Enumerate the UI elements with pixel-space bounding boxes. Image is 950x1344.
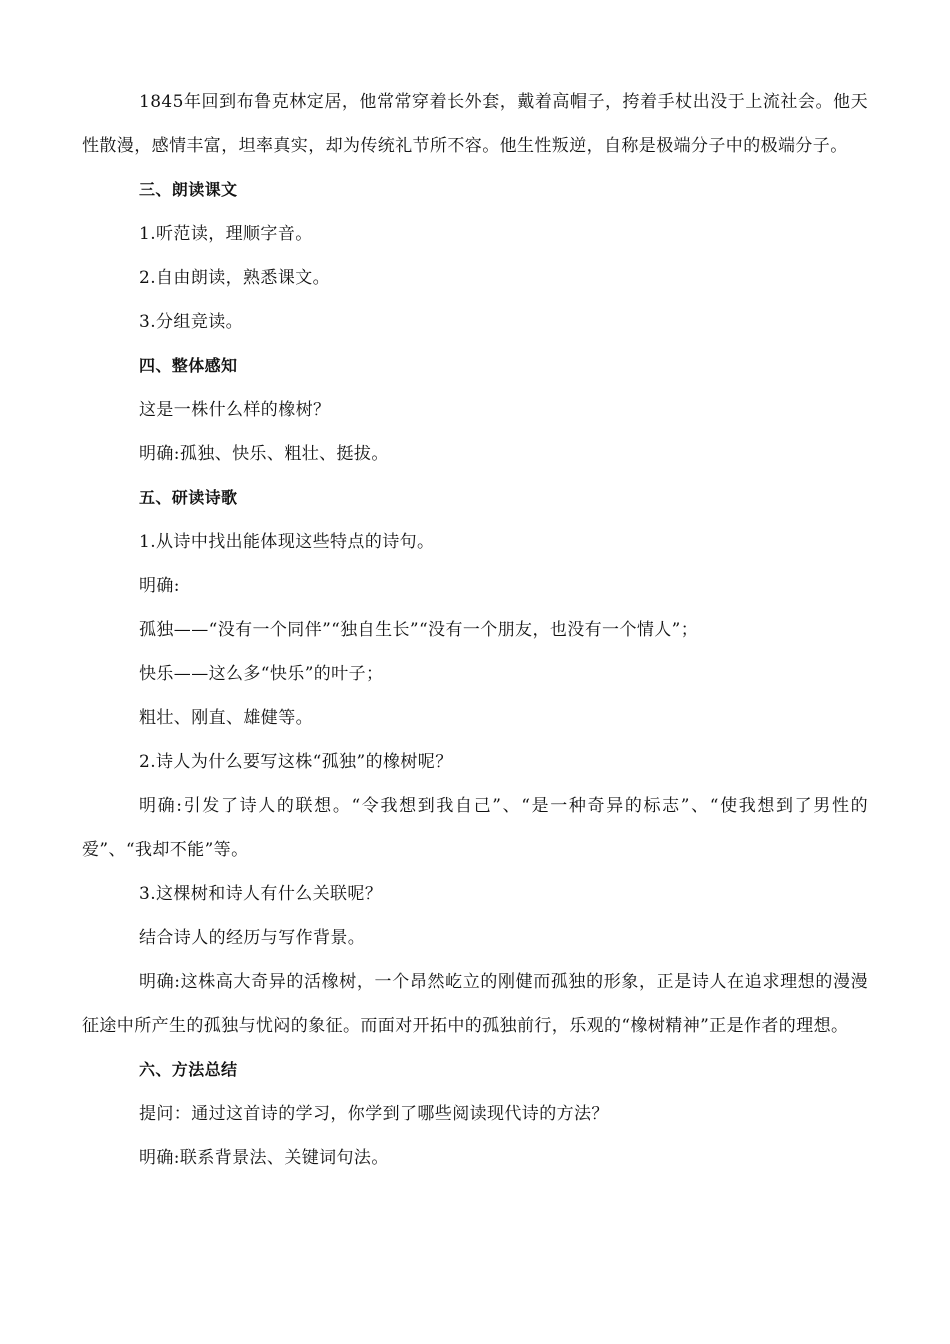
study-question-3: 3.这棵树和诗人有什么关联呢？ <box>139 884 383 904</box>
reading-step-1: 1.听范读，理顺字音。 <box>139 224 313 244</box>
summary-answer: 明确:联系背景法、关键词句法。 <box>139 1148 389 1168</box>
study-answer-1-line-3: 粗壮、刚直、雄健等。 <box>139 708 313 728</box>
reading-step-2: 2.自由朗读，熟悉课文。 <box>139 268 331 288</box>
study-answer-1-line-2: 快乐——这么多“快乐”的叶子； <box>139 664 384 684</box>
study-answer-1-label: 明确: <box>139 576 180 596</box>
summary-question: 提问：通过这首诗的学习，你学到了哪些阅读现代诗的方法？ <box>139 1104 609 1124</box>
section-heading-summary: 六、方法总结 <box>139 1060 238 1079</box>
study-question-3-note: 结合诗人的经历与写作背景。 <box>139 928 366 948</box>
perception-question: 这是一株什么样的橡树？ <box>139 400 331 420</box>
reading-step-3: 3.分组竞读。 <box>139 312 244 332</box>
study-question-2: 2.诗人为什么要写这株“孤独”的橡树呢？ <box>139 752 453 772</box>
perception-answer: 明确:孤独、快乐、粗壮、挺拔。 <box>139 444 389 464</box>
intro-paragraph: 1845年回到布鲁克林定居，他常常穿着长外套，戴着高帽子，挎着手杖出没于上流社会。他天性散漫，感情丰富，坦率真实，却为传统礼节所不容。他生性叛逆，自称是极端分子中的极端分子。 <box>82 92 868 156</box>
section-heading-perception: 四、整体感知 <box>139 356 238 375</box>
study-answer-3: 明确:这株高大奇异的活橡树，一个昂然屹立的刚健而孤独的形象，正是诗人在追求理想的漫漫征途中所产生的孤独与忧闷的象征。而面对开拓中的孤独前行，乐观的“橡树精神”正是作者的理想。 <box>82 972 868 1036</box>
section-heading-reading: 三、朗读课文 <box>139 180 238 199</box>
study-answer-2: 明确:引发了诗人的联想。“令我想到我自己”、“是一种奇异的标志”、“使我想到了男性的爱”、“我却不能”等。 <box>82 796 868 860</box>
study-answer-1-line-1: 孤独——“没有一个同伴”“独自生长”“没有一个朋友，也没有一个情人”； <box>139 620 699 640</box>
study-question-1: 1.从诗中找出能体现这些特点的诗句。 <box>139 532 435 552</box>
section-heading-study: 五、研读诗歌 <box>139 488 238 507</box>
